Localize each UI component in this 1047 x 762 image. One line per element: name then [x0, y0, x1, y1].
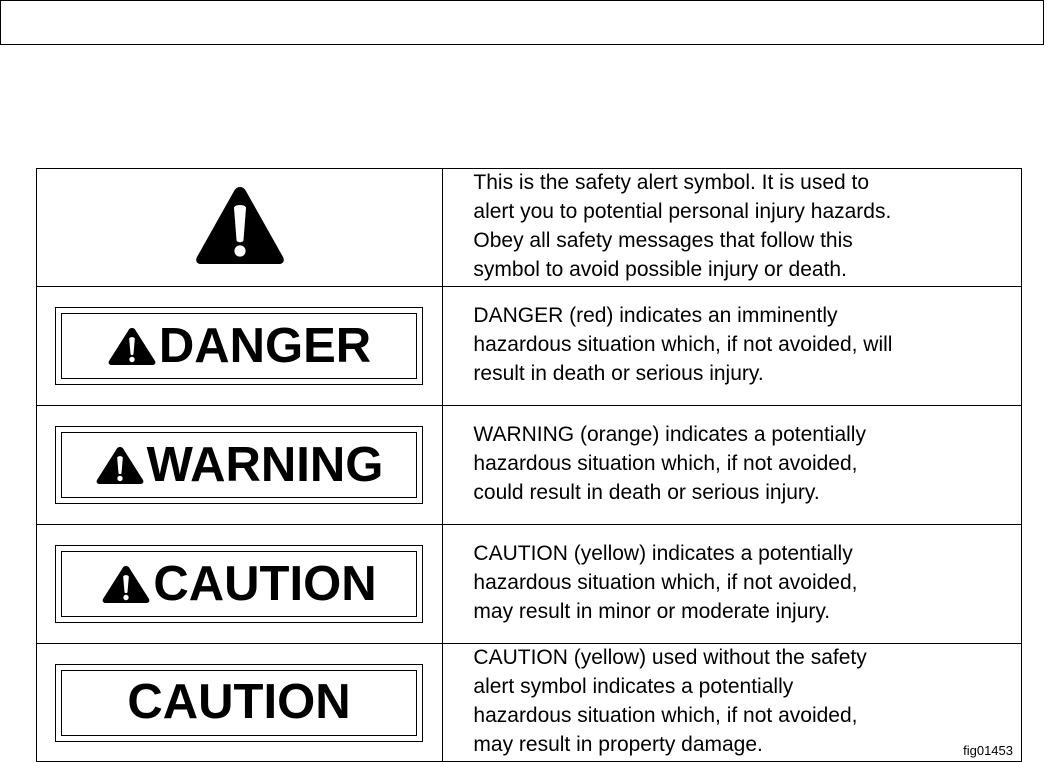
signal-word: WARNING — [146, 437, 384, 492]
signal-word-cell — [37, 644, 443, 762]
alert-triangle-icon — [101, 564, 151, 604]
description-text: WARNING (orange) indicates a potentially hazardous situation which, if not avoided, could result in death or serious injury. — [473, 422, 866, 504]
description-text: CAUTION (yellow) indicates a potentially hazardous situation which, if not avoided, may result in minor or moderate injury. — [473, 541, 858, 623]
description-cell — [443, 287, 1022, 406]
safety-alert-triangle-icon — [194, 253, 286, 270]
header-box — [0, 0, 1044, 45]
alert-triangle-icon — [95, 445, 145, 485]
table-row — [37, 287, 1022, 406]
description-cell — [443, 644, 1022, 762]
signal-word-cell — [37, 287, 443, 406]
table-row — [37, 525, 1022, 644]
description-text: CAUTION (yellow) used without the safety alert symbol indicates a potentially hazardous situation which, if not avoided, may result in property damage. — [473, 645, 867, 756]
signal-word: CAUTION — [127, 675, 351, 729]
description-text: DANGER (red) indicates an imminently hazardous situation which, if not avoided, will result in death or serious injury. — [473, 303, 893, 385]
table-row — [37, 406, 1022, 525]
description-cell — [443, 525, 1022, 644]
table-row — [37, 644, 1022, 762]
symbol-cell — [37, 169, 443, 287]
alert-triangle-icon — [107, 326, 157, 366]
signal-word-cell — [37, 406, 443, 525]
table-row — [37, 169, 1022, 287]
warning-sign — [55, 426, 423, 504]
figure-label: fig01453 — [963, 743, 1013, 758]
signal-word-cell — [37, 525, 443, 644]
safety-signal-table — [36, 168, 1022, 762]
signal-word: DANGER — [158, 318, 372, 373]
description-text: This is the safety alert symbol. It is used to alert you to potential personal injury hazards. Obey all safety messages that follow this symbol to avoid possible injury or death. — [473, 170, 892, 281]
signal-word: CAUTION — [153, 556, 377, 611]
description-cell — [443, 406, 1022, 525]
danger-sign — [55, 307, 423, 385]
description-cell — [443, 169, 1022, 287]
caution-sign-no-symbol — [55, 664, 423, 742]
caution-sign — [55, 545, 423, 623]
